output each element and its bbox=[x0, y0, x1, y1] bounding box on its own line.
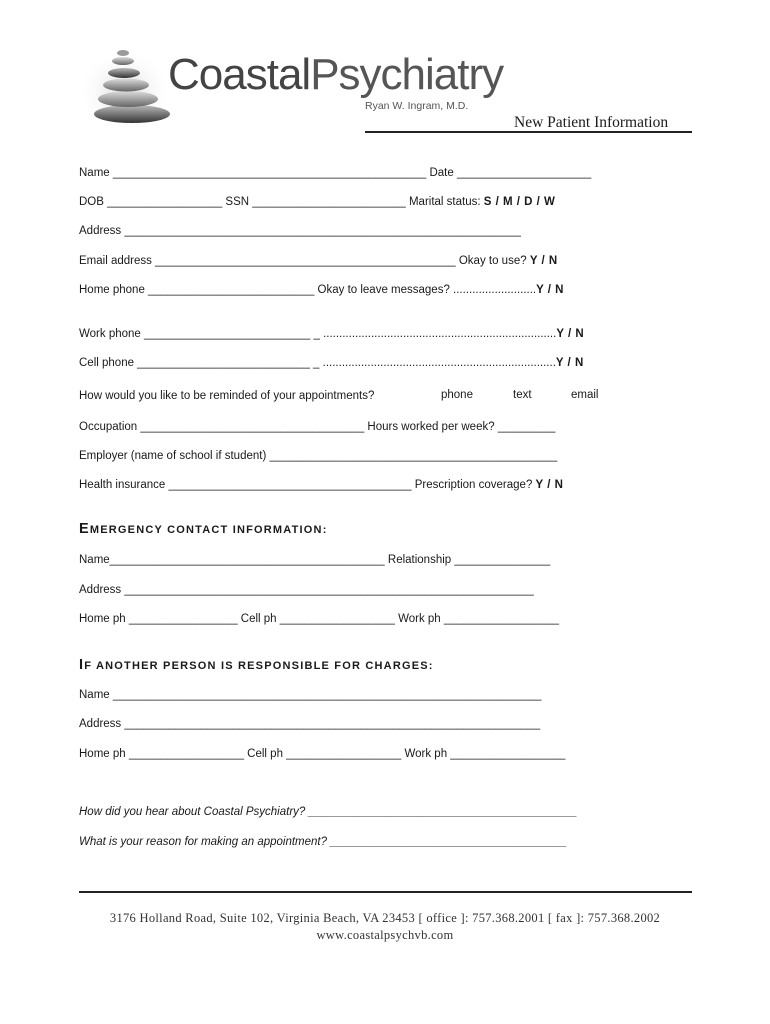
emergency-heading-initial: E bbox=[79, 521, 90, 537]
home-phone-yn[interactable]: Y / N bbox=[536, 284, 564, 296]
emergency-section-heading bbox=[79, 521, 328, 537]
responsible-address-field[interactable]: Address _________________________________________________________________ bbox=[79, 718, 541, 730]
header-rule bbox=[365, 131, 692, 133]
dob-ssn-line[interactable]: DOB __________________ SSN ________________________ Marital status: bbox=[79, 196, 484, 208]
logo-wordmark-bold: Coastal bbox=[168, 50, 311, 99]
address-field[interactable]: Address ______________________________________________________________ bbox=[79, 225, 521, 237]
home-phone-field[interactable] bbox=[79, 283, 564, 297]
footer-rule bbox=[79, 891, 692, 893]
reason-question[interactable]: What is your reason for making an appointment? _____________________________________ bbox=[79, 836, 567, 848]
cell-phone-yn[interactable]: Y / N bbox=[555, 357, 584, 369]
occupation-field[interactable]: Occupation ___________________________________ Hours worked per week? _________ bbox=[79, 421, 556, 433]
responsible-section-heading bbox=[79, 657, 434, 673]
home-phone-line[interactable]: Home phone __________________________ Okay to leave messages? .......................... bbox=[79, 284, 537, 296]
email-line[interactable]: Email address _______________________________________________ Okay to use? bbox=[79, 255, 530, 267]
dob-ssn-marital-field[interactable] bbox=[79, 195, 555, 209]
prescription-coverage-yn[interactable]: Y / N bbox=[535, 479, 564, 491]
reminder-option-email[interactable]: email bbox=[571, 389, 599, 401]
reminder-option-text[interactable]: text bbox=[513, 389, 532, 401]
work-phone-yn[interactable]: Y / N bbox=[556, 328, 585, 340]
emergency-name-field[interactable]: Name___________________________________________ Relationship _______________ bbox=[79, 554, 551, 566]
reminder-question: How would you like to be reminded of your appointments? bbox=[79, 390, 375, 402]
logo-wordmark bbox=[168, 50, 503, 100]
emergency-heading-rest: MERGENCY CONTACT INFORMATION: bbox=[89, 524, 328, 536]
logo-subtitle: Ryan W. Ingram, M.D. bbox=[365, 100, 469, 112]
work-phone-line[interactable]: Work phone __________________________ _ ......................................................................... bbox=[79, 328, 557, 340]
responsible-heading-initial: I bbox=[79, 657, 85, 673]
health-insurance-line[interactable]: Health insurance ______________________________________ Prescription coverage? bbox=[79, 479, 536, 491]
cell-phone-field[interactable] bbox=[79, 356, 584, 370]
marital-status-options[interactable]: S / M / D / W bbox=[483, 196, 556, 208]
email-okay-yn[interactable]: Y / N bbox=[529, 255, 558, 267]
cell-phone-line[interactable]: Cell phone ___________________________ _ ......................................................................... bbox=[79, 357, 556, 369]
health-insurance-field[interactable] bbox=[79, 478, 563, 492]
hear-about-question[interactable]: How did you hear about Coastal Psychiatry? __________________________________________ bbox=[79, 806, 578, 818]
responsible-phones-field[interactable]: Home ph __________________ Cell ph __________________ Work ph __________________ bbox=[79, 748, 566, 760]
emergency-address-field[interactable]: Address ________________________________________________________________ bbox=[79, 584, 534, 596]
reminder-option-phone[interactable]: phone bbox=[441, 389, 473, 401]
email-field[interactable] bbox=[79, 254, 558, 268]
logo-wordmark-light: Psychiatry bbox=[310, 50, 504, 99]
footer-website[interactable]: www.coastalpsychvb.com bbox=[316, 928, 454, 942]
responsible-heading-rest: F ANOTHER PERSON IS RESPONSIBLE FOR CHARGES: bbox=[84, 660, 434, 672]
name-date-field[interactable]: Name _________________________________________________ Date _____________________ bbox=[79, 167, 592, 179]
work-phone-field[interactable] bbox=[79, 327, 584, 341]
form-title: New Patient Information bbox=[514, 114, 669, 131]
responsible-name-field[interactable]: Name ___________________________________________________________________ bbox=[79, 689, 542, 701]
emergency-phones-field[interactable]: Home ph _________________ Cell ph __________________ Work ph __________________ bbox=[79, 613, 560, 625]
employer-field[interactable]: Employer (name of school if student) _____________________________________________ bbox=[79, 450, 558, 462]
footer-address: 3176 Holland Road, Suite 102, Virginia Beach, VA 23453 [ office ]: 757.368.2001 [ fax ]: 757.368.2002 bbox=[109, 911, 661, 925]
